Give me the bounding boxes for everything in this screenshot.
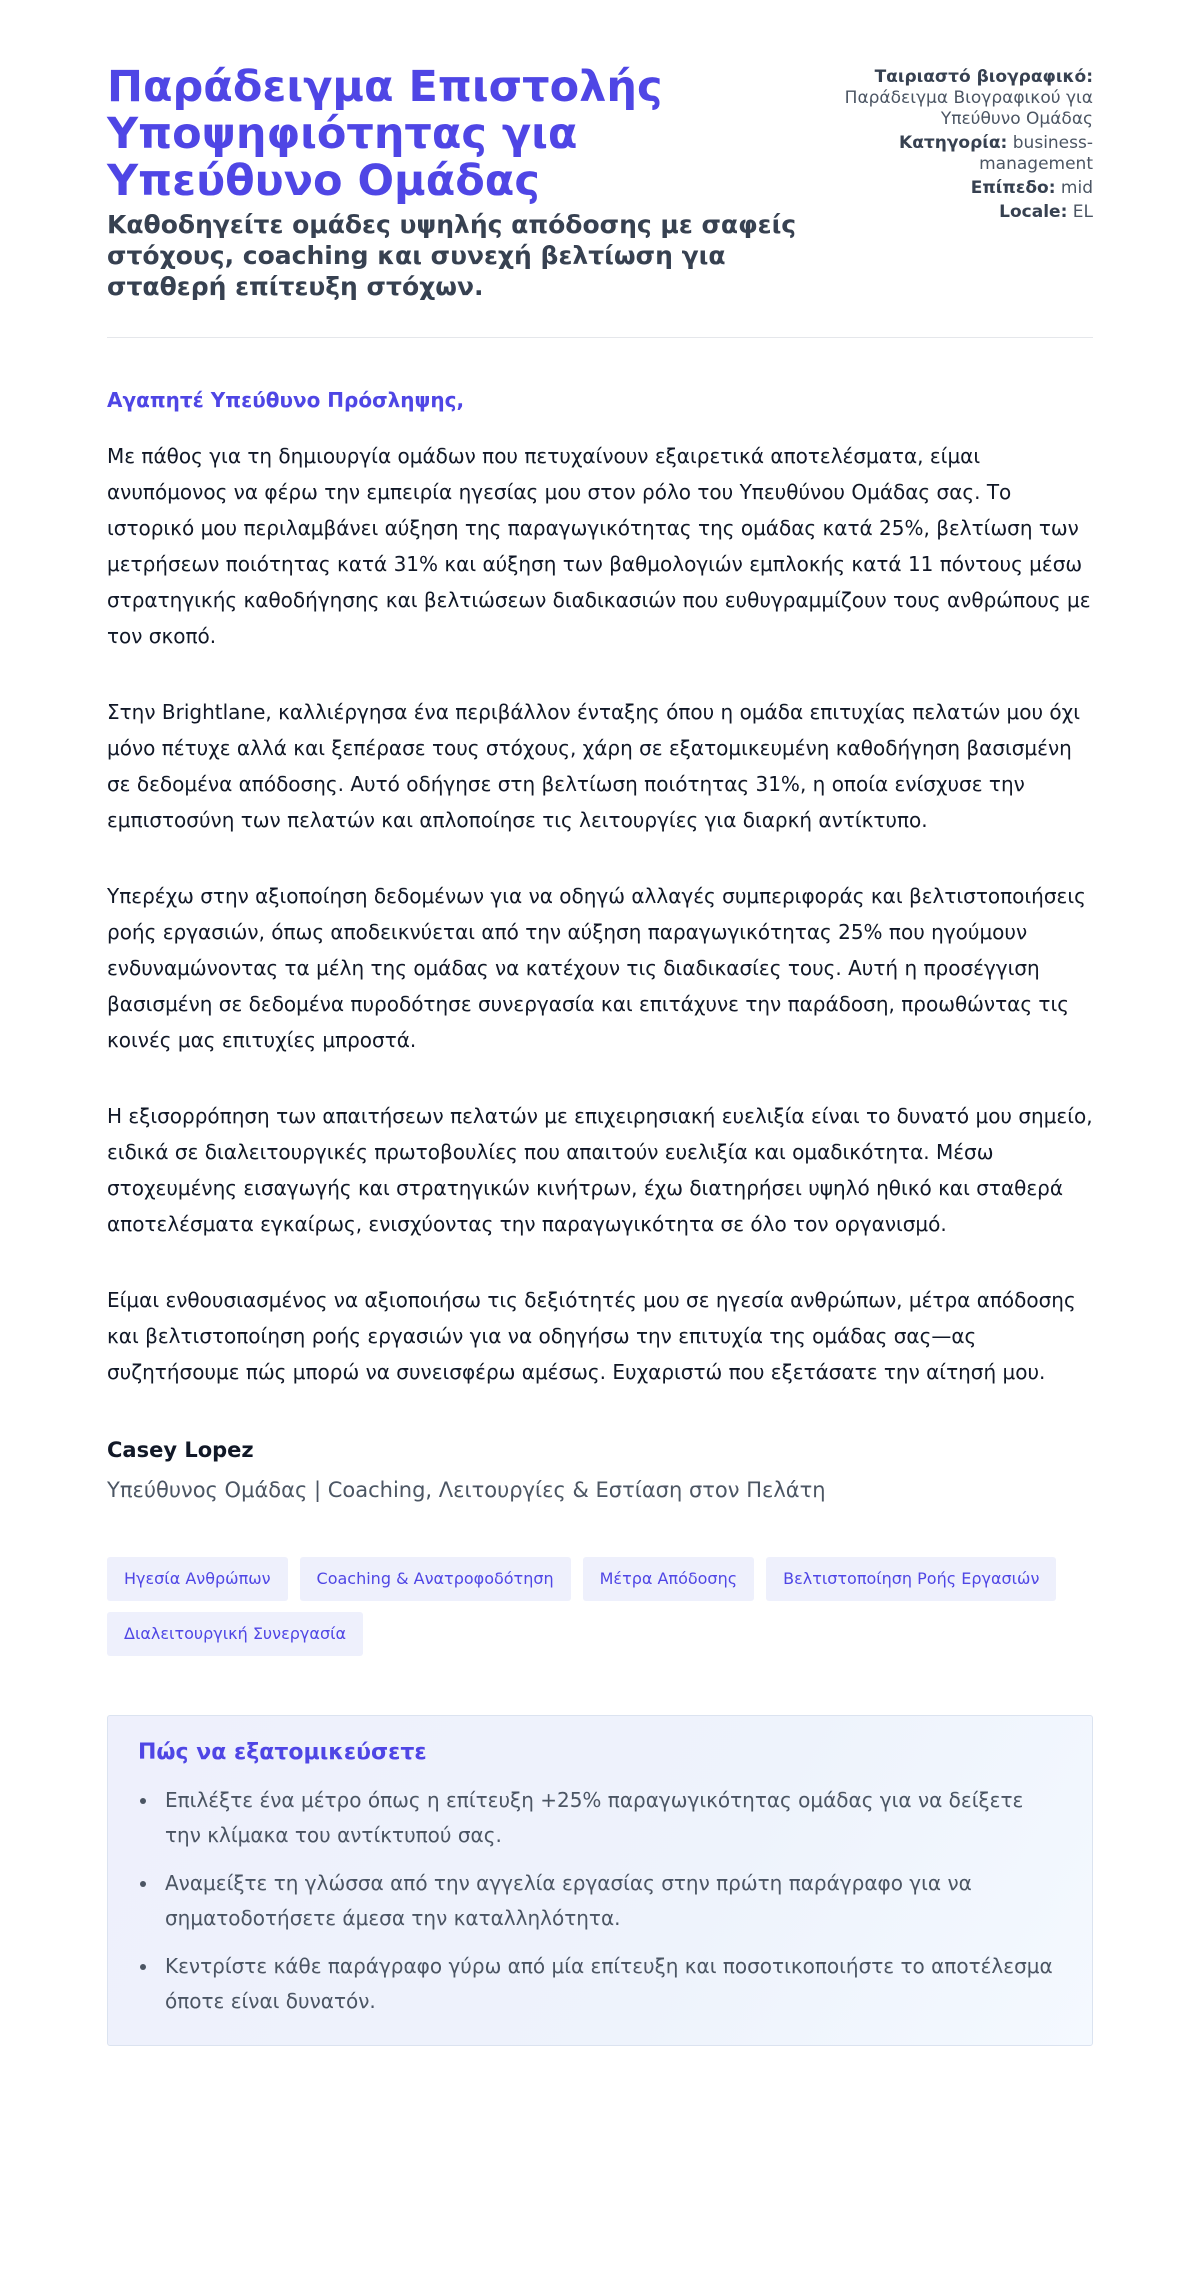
meta-resume-value: Παράδειγμα Βιογραφικού για Υπεύθυνο Ομάδας [844, 88, 1093, 129]
header-divider [107, 337, 1093, 338]
meta-locale [803, 202, 1093, 223]
meta-locale-value: EL [1072, 202, 1093, 222]
letter-paragraph: Είμαι ενθουσιασμένος να αξιοποιήσω τις δεξιότητές μου σε ηγεσία ανθρώπων, μέτρα απόδοσης και βελτιστοποίηση ροής εργασιών για να οδηγήσω την επιτυχία της ομάδας σας—ας συζητήσουμε πώς μπορώ να συνεισφέρω αμέσως. Ευχαριστώ που εξετάσατε την αίτησή μου. [107, 1288, 1076, 1384]
header-left [107, 64, 797, 302]
letter-salutation: Αγαπητέ Υπεύθυνο Πρόσληψης, [107, 388, 465, 412]
skill-tag: Μέτρα Απόδοσης [583, 1557, 755, 1601]
bullet-icon [140, 1964, 146, 1970]
letter-paragraph: Υπερέχω στην αξιοποίηση δεδομένων για να οδηγώ αλλαγές συμπεριφοράς και βελτιστοποιήσεις ροής εργασιών, όπως αποδεικνύεται από την αύξηση παραγωγικότητας 25% που ηγούμουν ενδυναμώνοντας τα μέλη της ομάδας να κατέχουν τις διαδικασίες τους. Αυτή η προσέγγιση βασισμένη σε δεδομένα πυροδότησε συνεργασία και επιτάχυνε την παράδοση, προωθώντας τις κοινές μας επιτυχίες μπροστά. [107, 884, 1086, 1052]
bullet-icon [140, 1798, 146, 1804]
tip-text: Κεντρίστε κάθε παράγραφο γύρω από μία επίτευξη και ποσοτικοποιήστε το αποτέλεσμα όποτε είναι δυνατόν. [165, 1954, 1053, 2013]
meta-panel [803, 67, 1093, 226]
meta-category-label: Κατηγορία: [899, 133, 1008, 153]
skill-tags [107, 1557, 1093, 1656]
tips-title: Πώς να εξατομικεύσετε [138, 1740, 427, 1765]
tips-list [138, 1783, 1062, 2019]
skill-tag: Διαλειτουργική Συνεργασία [107, 1612, 363, 1656]
letter-body [107, 438, 1093, 1390]
tip-text: Αναμείξτε τη γλώσσα από την αγγελία εργασίας στην πρώτη παράγραφο για να σηματοδοτήσετε άμεσα την καταλληλότητα. [165, 1871, 972, 1930]
page-title: Παράδειγμα Επιστολής Υποψηφιότητας για Υπεύθυνο Ομάδας [107, 62, 663, 206]
meta-category [803, 133, 1093, 175]
skill-tag: Βελτιστοποίηση Ροής Εργασιών [766, 1557, 1056, 1601]
personalization-tips [107, 1715, 1093, 2046]
skill-tag: Coaching & Ανατροφοδότηση [300, 1557, 571, 1601]
meta-level [803, 178, 1093, 199]
letter-paragraph: Με πάθος για τη δημιουργία ομάδων που πετυχαίνουν εξαιρετικά αποτελέσματα, είμαι ανυπόμονος να φέρω την εμπειρία ηγεσίας μου στον ρόλο του Υπευθύνου Ομάδας σας. Το ιστορικό μου περιλαμβάνει αύξηση της παραγωγικότητας της ομάδας κατά 25%, βελτίωση των μετρήσεων ποιότητας κατά 31% και αύξηση των βαθμολογιών εμπλοκής κατά 11 πόντους μέσω στρατηγικής καθοδήγησης και βελτιώσεων διαδικασιών που ευθυγραμμίζουν τους ανθρώπους με τον σκοπό. [107, 444, 1091, 648]
tip-text: Επιλέξτε ένα μέτρο όπως η επίτευξη +25% παραγωγικότητας ομάδας για να δείξετε την κλίμακα του αντίκτυπού σας. [165, 1788, 1024, 1847]
signature-name: Casey Lopez [107, 1438, 254, 1462]
signature-role: Υπεύθυνος Ομάδας | Coaching, Λειτουργίες & Εστίαση στον Πελάτη [107, 1478, 826, 1502]
meta-level-label: Επίπεδο: [970, 178, 1056, 198]
tip-item [138, 1866, 1062, 1936]
meta-level-value: mid [1060, 178, 1093, 198]
meta-resume [803, 67, 1093, 130]
meta-resume-label: Ταιριαστό βιογραφικό: [874, 67, 1093, 87]
letter-paragraph: Στην Brightlane, καλλιέργησα ένα περιβάλλον ένταξης όπου η ομάδα επιτυχίας πελατών μου όχι μόνο πέτυχε αλλά και ξεπέρασε τους στόχους, χάρη σε εξατομικευμένη καθοδήγηση βασισμένη σε δεδομένα απόδοσης. Αυτό οδήγησε στη βελτίωση ποιότητας 31%, η οποία ενίσχυσε την εμπιστοσύνη των πελατών και απλοποίησε τις λειτουργίες για διαρκή αντίκτυπο. [107, 700, 1080, 832]
tip-item [138, 1783, 1062, 1853]
tip-item [138, 1949, 1062, 2019]
letter-paragraph: Η εξισορρόπηση των απαιτήσεων πελατών με επιχειρησιακή ευελιξία είναι το δυνατό μου σημείο, ειδικά σε διαλειτουργικές πρωτοβουλίες που απαιτούν ευελιξία και ομαδικότητα. Μέσω στοχευμένης εισαγωγής και στρατηγικών κινήτρων, έχω διατηρήσει υψηλό ηθικό και σταθερά αποτελέσματα εγκαίρως, ενισχύοντας την παραγωγικότητα σε όλο τον οργανισμό. [107, 1104, 1093, 1236]
header [107, 64, 1093, 302]
meta-locale-label: Locale: [999, 202, 1068, 222]
meta-category-value: business-management [979, 133, 1093, 174]
bullet-icon [140, 1881, 146, 1887]
page-subtitle: Καθοδηγείτε ομάδες υψηλής απόδοσης με σαφείς στόχους, coaching και συνεχή βελτίωση για σταθερή επίτευξη στόχων. [107, 210, 797, 301]
skill-tag: Ηγεσία Ανθρώπων [107, 1557, 288, 1601]
